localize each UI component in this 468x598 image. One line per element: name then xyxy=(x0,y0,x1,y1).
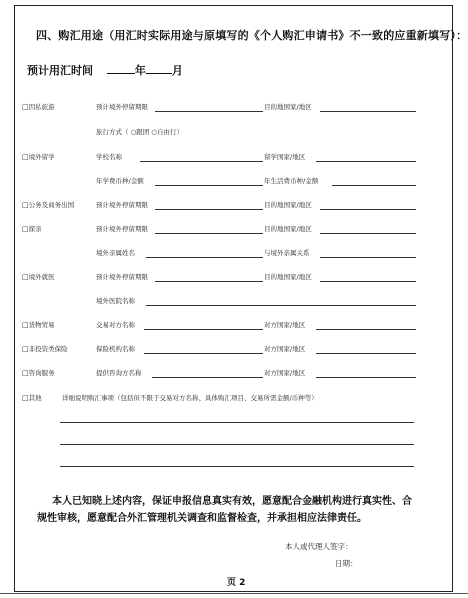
consulting-country-field[interactable] xyxy=(316,377,416,378)
medical-dest-field[interactable] xyxy=(320,281,416,282)
signature-label: 本人或代理人签字： xyxy=(285,542,353,551)
tuition-label: 年学费币种/金额 xyxy=(96,177,144,185)
medical-category[interactable] xyxy=(22,272,55,281)
tourism-checkbox[interactable]: □ xyxy=(22,103,29,111)
tuition-field[interactable] xyxy=(155,185,263,186)
visit-category[interactable] xyxy=(22,224,42,233)
goods-party-field[interactable] xyxy=(144,329,263,330)
medical-stay-field[interactable] xyxy=(155,281,263,282)
tourism-stay-label: 预计境外停留期限 xyxy=(96,103,148,111)
consultant-name-label: 提供咨询方名称 xyxy=(96,369,142,377)
relative-relation-label: 与境外亲属关系 xyxy=(264,249,310,257)
goods-category[interactable] xyxy=(22,320,55,329)
study-checkbox[interactable]: □ xyxy=(22,153,29,161)
relative-relation-field[interactable] xyxy=(320,257,416,258)
medical-checkbox[interactable]: □ xyxy=(22,273,29,281)
visit-dest-field[interactable] xyxy=(320,233,416,234)
living-cost-field[interactable] xyxy=(332,185,416,186)
consultant-name-field[interactable] xyxy=(152,377,263,378)
page-number: 页 2 xyxy=(227,578,246,588)
tourism-category[interactable] xyxy=(22,102,55,111)
month-field[interactable] xyxy=(146,63,172,74)
section-title: 四、购汇用途（用汇时实际用途与原填写的《个人购汇申请书》不一致的应重新填写）： xyxy=(36,29,468,42)
consulting-checkbox[interactable]: □ xyxy=(22,369,29,377)
business-checkbox[interactable]: □ xyxy=(22,201,29,209)
goods-country-field[interactable] xyxy=(316,329,416,330)
other-category-label: 其他 xyxy=(28,394,42,402)
goods-checkbox[interactable]: □ xyxy=(22,321,29,329)
school-name-label: 学校名称 xyxy=(96,153,122,161)
visit-stay-label: 预计境外停留期限 xyxy=(96,225,148,233)
year-label: 年 xyxy=(134,64,146,77)
medical-stay-label: 预计境外停留期限 xyxy=(96,273,148,281)
page-bottom-rule xyxy=(0,593,468,594)
consulting-category[interactable] xyxy=(22,368,55,377)
tourism-category-label: 因私旅游 xyxy=(28,103,55,111)
other-checkbox[interactable]: □ xyxy=(22,394,29,402)
other-category[interactable] xyxy=(22,393,42,402)
business-category[interactable] xyxy=(22,200,74,209)
school-name-field[interactable] xyxy=(140,161,263,162)
medical-category-label: 境外就医 xyxy=(28,273,55,281)
declaration-line-1: 本人已知晓上述内容，保证申报信息真实有效，愿意配合金融机构进行真实性、合 xyxy=(52,496,412,507)
visit-checkbox[interactable]: □ xyxy=(22,225,29,233)
insurer-name-label: 保险机构名称 xyxy=(96,345,135,353)
business-stay-field[interactable] xyxy=(155,209,263,210)
insurance-checkbox[interactable]: □ xyxy=(22,345,29,353)
insurer-name-field[interactable] xyxy=(144,353,263,354)
travel-mode-text[interactable]: 旅行方式（ ○跟团 ○自由行） xyxy=(96,128,183,136)
tourism-dest-field[interactable] xyxy=(320,111,416,112)
medical-dest-label: 目的地国家/地区 xyxy=(264,273,312,281)
consulting-category-label: 咨询服务 xyxy=(28,369,55,377)
other-detail-line-3[interactable] xyxy=(60,466,414,467)
goods-category-label: 货物贸易 xyxy=(28,321,55,329)
hospital-name-label: 境外医院名称 xyxy=(96,297,135,305)
declaration-line-2: 规性审核，愿意配合外汇管理机关调查和监督检查，并承担相应法律责任。 xyxy=(37,513,367,524)
relative-name-field[interactable] xyxy=(146,257,263,258)
date-label: 日期： xyxy=(335,559,358,568)
visit-category-label: 探亲 xyxy=(28,225,42,233)
hospital-name-field[interactable] xyxy=(146,305,416,306)
business-stay-label: 预计境外停留期限 xyxy=(96,201,148,209)
study-category-label: 境外留学 xyxy=(28,153,55,161)
expected-time-label: 预计用汇时间 xyxy=(27,64,93,77)
month-label: 月 xyxy=(171,64,183,77)
business-dest-label: 目的地国家/地区 xyxy=(264,201,312,209)
business-dest-field[interactable] xyxy=(320,209,416,210)
business-category-label: 公务及商务出国 xyxy=(28,201,75,209)
other-detail-line-2[interactable] xyxy=(60,444,414,445)
study-country-label: 留学国家/地区 xyxy=(264,153,306,161)
insurance-country-field[interactable] xyxy=(316,353,416,354)
study-category[interactable] xyxy=(22,152,55,161)
other-detail-line-1[interactable] xyxy=(60,422,414,423)
study-country-field[interactable] xyxy=(316,161,416,162)
insurance-category-label: 非投资类保险 xyxy=(28,345,68,353)
year-field[interactable] xyxy=(107,63,135,74)
expected-time-row xyxy=(27,62,183,78)
tourism-stay-field[interactable] xyxy=(155,111,263,112)
relative-name-label: 境外亲属姓名 xyxy=(96,249,135,257)
consulting-country-label: 对方国家/地区 xyxy=(264,369,306,377)
insurance-category[interactable] xyxy=(22,344,68,353)
goods-country-label: 对方国家/地区 xyxy=(264,321,306,329)
insurance-country-label: 对方国家/地区 xyxy=(264,345,306,353)
living-cost-label: 年生活费币种/金额 xyxy=(264,177,319,185)
visit-stay-field[interactable] xyxy=(155,233,263,234)
visit-dest-label: 目的地国家/地区 xyxy=(264,225,312,233)
other-detail-label: 详细说明购汇事项（包括但不限于交易对方名称、具体购汇项目、交易所需金额/币种等） xyxy=(62,394,318,402)
tourism-dest-label: 目的地国家/地区 xyxy=(264,103,312,111)
goods-party-label: 交易对方名称 xyxy=(96,321,135,329)
